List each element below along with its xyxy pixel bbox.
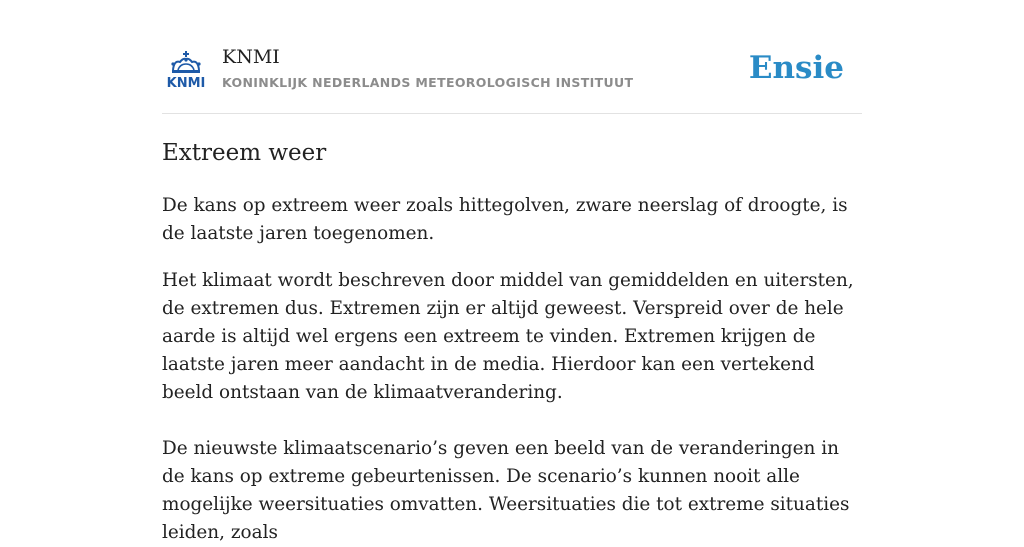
page [162, 0, 862, 547]
article-title: Extreem weer [162, 140, 327, 166]
org-subtitle: KONINKLIJK NEDERLANDS METEOROLOGISCH INSTITUUT [222, 75, 634, 90]
ensie-brand-logo[interactable]: Ensie [748, 50, 844, 86]
header [162, 0, 862, 114]
org-name[interactable]: KNMI [222, 46, 280, 68]
article-lead: De kans op extreem weer zoals hittegolven, zware neerslag of droogte, is de laatste jaren toegenomen. [162, 195, 848, 244]
knmi-crown-logo-icon[interactable] [164, 50, 208, 90]
logo-text: KNMI [166, 76, 206, 90]
article-paragraph: De nieuwste klimaatscenario’s geven een beeld van de veranderingen in de kans op extreme gebeurtenissen. De scenario’s kunnen nooit alle mogelijke weersituaties omvatten. Weersituaties die tot extreme situaties leiden, zoals [162, 438, 850, 543]
article-paragraph: Het klimaat wordt beschreven door middel van gemiddelden en uitersten, de extremen dus. Extremen zijn er altijd geweest. Verspreid over de hele aarde is altijd wel ergens een extreem te vinden. Extremen krijgen de laatste jaren meer aandacht in de media. Hierdoor kan een vertekend beeld ontstaan van de klimaatverandering. [162, 270, 854, 403]
